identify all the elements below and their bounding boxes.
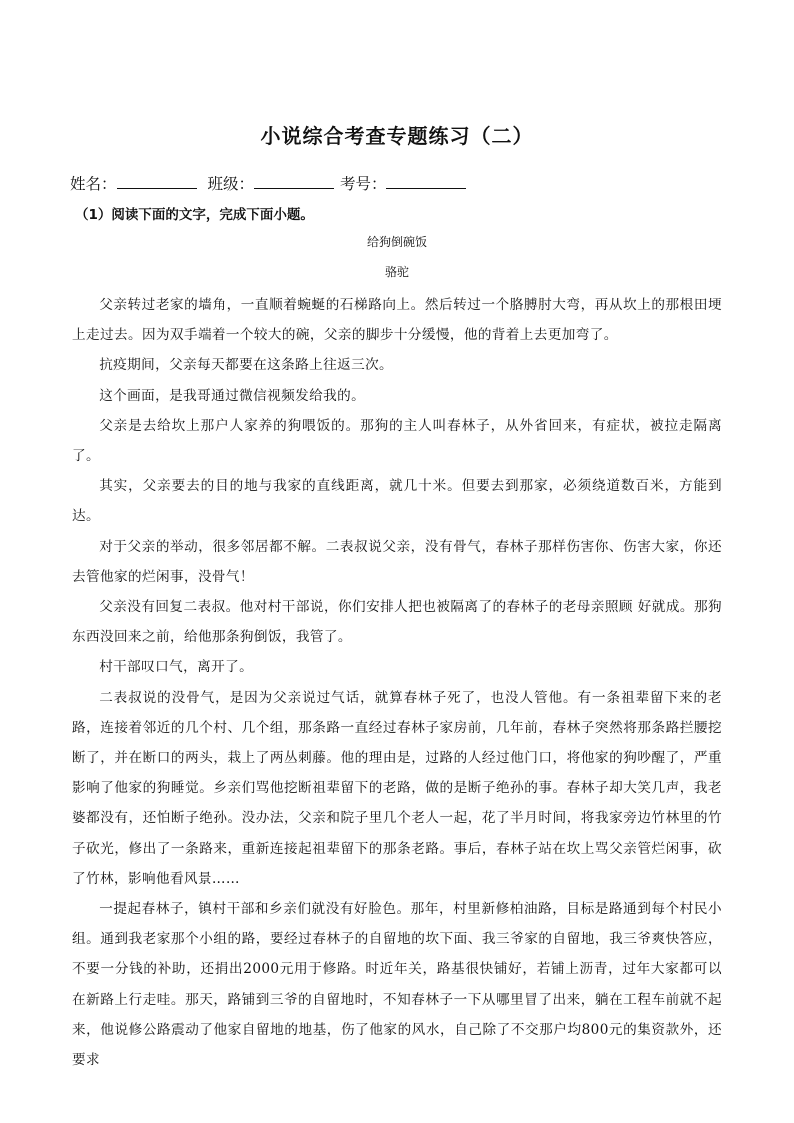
story-paragraph: 父亲是去给坎上那户人家养的狗喂饭的。那狗的主人叫春林子，从外省回来，有症状，被拉走隔离了。	[72, 417, 722, 465]
class-blank[interactable]	[254, 172, 334, 189]
class-label: 班级：	[207, 175, 254, 193]
exam-no-label: 考号：	[339, 175, 387, 193]
exam-no-blank[interactable]	[386, 172, 466, 189]
student-info-line	[70, 172, 472, 194]
story-paragraph: 对于父亲的举动，很多邻居都不解。二表叔说父亲，没有骨气，春林子那样伤害你、伤害大家，你还去管他家的烂闲事，没骨气！	[72, 538, 722, 585]
question-prompt: （1）阅读下面的文字，完成下面小题。	[75, 207, 314, 223]
story-paragraph: 父亲没有回复二表叔。他对村干部说，你们安排人把也被隔离了的春林子的老母亲照顾 好就成。那狗东西没回来之前，给他那条狗倒饭，我管了。	[72, 599, 722, 646]
name-blank[interactable]	[117, 172, 197, 189]
story-paragraph: 其实，父亲要去的目的地与我家的直线距离，就几十米。但要去到那家，必须绕道数百米，方能到达。	[72, 478, 722, 525]
story-paragraph: 一提起春林子，镇村干部和乡亲们就没有好脸色。那年，村里新修柏油路，目标是路通到每个村民小组。通到我老家那个小组的路，要经过春林子的自留地的坎下面、我三爷家的自留地，我三爷爽快答应，不要一分钱的补助，还捐出2000元用于修路。时近年关，路基很快铺好，若铺上沥青，过年大家都可以在新路上行走哇。那天，路铺到三爷的自留地时，不知春林子一下从哪里冒了出来，躺在工程车前就不起来，他说修公路震动了他家自留地的地基，伤了他家的风水，自己除了不交那户均800元的集资款外，还要求	[72, 901, 722, 1069]
story-paragraph: 二表叔说的没骨气，是因为父亲说过气话，就算春林子死了，也没人管他。有一条祖辈留下来的老路，连接着邻近的几个村、几个组，那条路一直经过春林子家房前，几年前，春林子突然将那条路拦腰挖断了，并在断口的两头，栽上了两丛刺藤。他的理由是，过路的人经过他门口，将他家的狗吵醒了，严重影响了他家的狗睡觉。乡亲们骂他挖断祖辈留下的老路，做的是断子绝孙的事。春林子却大笑几声，我老婆都没有，还怕断子绝孙。没办法，父亲和院子里几个老人一起，花了半月时间，将我家旁边竹林里的竹子砍光，修出了一条路来，重新连接起祖辈留下的那条老路。事后，春林子站在坎上骂父亲管烂闲事，砍了竹林，影响他看风景……	[72, 689, 722, 887]
story-paragraph: 村干部叹口气，离开了。	[99, 659, 254, 676]
story-paragraph: 抗疫期间，父亲每天都要在这条路上往返三次。	[99, 357, 394, 374]
story-paragraph: 父亲转过老家的墙角，一直顺着蜿蜒的石梯路向上。然后转过一个胳膊肘大弯，再从坎上的那根田埂上走过去。因为双手端着一个较大的碗，父亲的脚步十分缓慢，他的背着上去更加弯了。	[72, 297, 722, 344]
name-label: 姓名：	[70, 175, 117, 193]
story-title: 给狗倒碗饭	[366, 235, 427, 249]
story-author: 骆驼	[384, 265, 409, 279]
story-paragraph: 这个画面，是我哥通过微信视频发给我的。	[99, 387, 366, 404]
page-title: 小说综合考查专题练习（二）	[260, 124, 534, 148]
story-body	[72, 290, 722, 1075]
